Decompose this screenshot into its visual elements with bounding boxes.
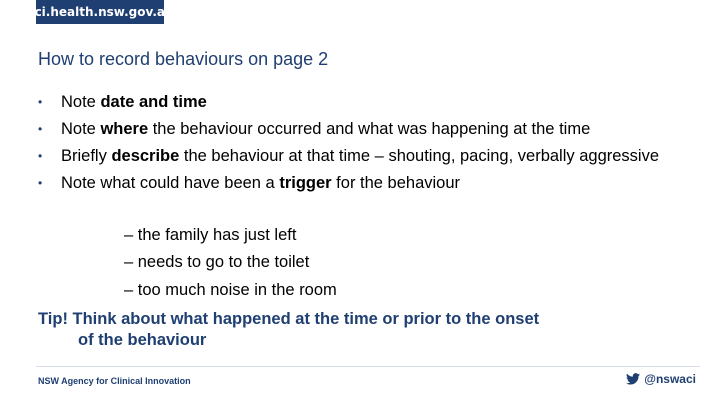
bullet-text: the behaviour occurred and what was happening at the time <box>148 120 591 138</box>
tip-line-1: Tip! Think about what happened at the time or prior to the onset <box>38 310 540 328</box>
bullet-text: Note <box>61 120 101 138</box>
bullet-text: the behaviour at that time – shouting, pacing, verbally aggressive <box>179 147 660 165</box>
footer-divider <box>36 366 700 367</box>
bullet-text: for the behaviour <box>331 174 461 192</box>
bullet-dot-icon: • <box>38 149 43 163</box>
bullet-text: Note what could have been a <box>61 174 280 192</box>
bullet-item <box>38 173 678 194</box>
bullet-emphasis: describe <box>111 147 180 165</box>
site-url-badge[interactable]: aci.health.nsw.gov.au <box>36 0 164 24</box>
bullet-emphasis: where <box>100 120 149 138</box>
twitter-link[interactable] <box>626 372 696 386</box>
bullet-dot-icon: • <box>38 122 43 136</box>
twitter-handle: @nswaci <box>644 372 696 386</box>
slide-title: How to record behaviours on page 2 <box>38 49 329 69</box>
trigger-example: – too much noise in the room <box>124 281 337 299</box>
bullet-emphasis: trigger <box>279 174 332 192</box>
bullet-item <box>38 92 678 113</box>
bullet-item <box>38 119 678 140</box>
bullet-emphasis: date and time <box>100 93 207 111</box>
bullet-list <box>38 92 678 200</box>
bullet-text: Briefly <box>61 147 112 165</box>
bullet-dot-icon: • <box>38 176 43 190</box>
trigger-example: – needs to go to the toilet <box>124 253 310 271</box>
bullet-item <box>38 146 678 167</box>
tip-line-2: of the behaviour <box>78 331 207 349</box>
tip-callout <box>38 309 638 351</box>
footer-org-name: NSW Agency for Clinical Innovation <box>38 376 191 386</box>
bullet-text: Note <box>61 93 101 111</box>
trigger-example: – the family has just left <box>124 226 297 244</box>
bullet-dot-icon: • <box>38 95 43 109</box>
twitter-bird-icon <box>626 373 640 385</box>
